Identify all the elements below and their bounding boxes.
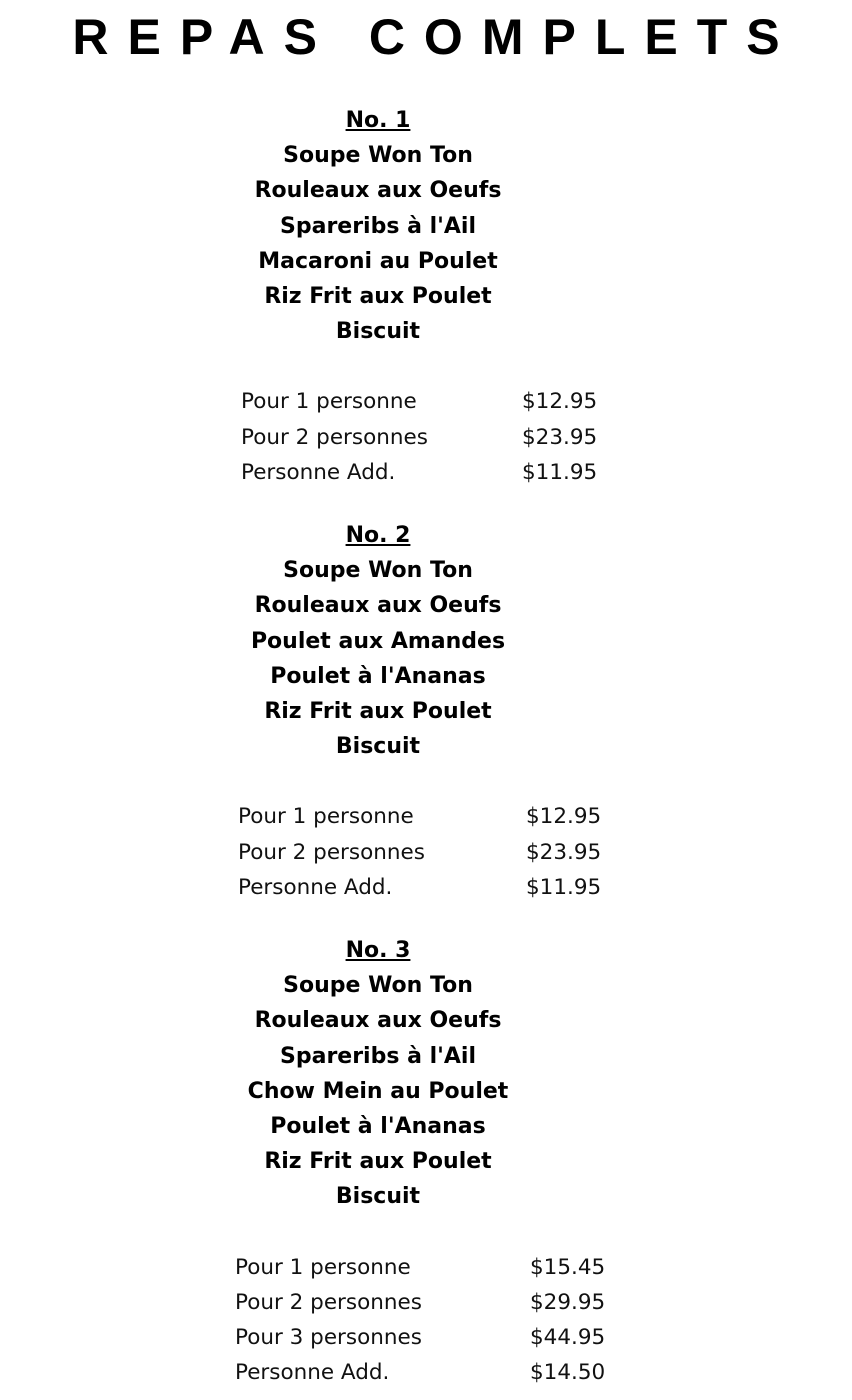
price-row [0, 1320, 852, 1355]
price-value: $29.95 [530, 1289, 606, 1315]
meal-number: No. 2 [345, 523, 411, 548]
price-row [0, 1355, 852, 1390]
meal-item: Biscuit [335, 1184, 421, 1210]
meal-number: No. 1 [345, 108, 411, 133]
price-row [0, 1250, 852, 1285]
price-value: $15.45 [530, 1254, 606, 1280]
price-label: Pour 2 personnes [235, 1289, 422, 1315]
price-row [0, 455, 852, 490]
price-row [0, 384, 852, 419]
meal-item: Soupe Won Ton [283, 558, 473, 584]
meal-item: Rouleaux aux Oeufs [254, 178, 502, 204]
price-label: Pour 1 personne [238, 804, 414, 830]
price-label: Pour 1 personne [241, 389, 417, 415]
meal-item: Riz Frit aux Poulet [264, 699, 492, 725]
price-row [0, 1285, 852, 1320]
price-label: Pour 2 personnes [241, 424, 428, 450]
meal-item: Rouleaux aux Oeufs [254, 593, 502, 619]
price-label: Personne Add. [241, 459, 396, 485]
price-label: Pour 3 personnes [235, 1325, 422, 1350]
meal-item: Macaroni au Poulet [258, 248, 498, 274]
page-title: REPAS COMPLETS [72, 9, 799, 65]
meal-item: Spareribs à l'Ail [280, 1043, 476, 1069]
meal-number: No. 3 [345, 938, 411, 963]
meal-item: Chow Mein au Poulet [247, 1078, 509, 1104]
meal-item: Riz Frit aux Poulet [264, 1149, 492, 1175]
price-value: $11.95 [526, 874, 602, 900]
price-label: Pour 2 personnes [238, 839, 425, 865]
meal-section [0, 103, 852, 490]
price-row [0, 420, 852, 455]
meal-item: Soupe Won Ton [283, 973, 473, 999]
meal-items [0, 518, 756, 764]
price-value: $23.95 [526, 839, 602, 865]
price-value: $44.95 [530, 1325, 606, 1350]
meal-section [0, 933, 852, 1390]
price-list [0, 799, 852, 905]
price-value: $11.95 [522, 459, 598, 485]
price-list [0, 384, 852, 490]
price-label: Personne Add. [238, 874, 393, 900]
meal-items [0, 103, 756, 349]
meal-item: Biscuit [335, 319, 421, 345]
meal-section [0, 518, 852, 905]
meal-items [0, 933, 756, 1215]
price-label: Pour 1 personne [235, 1254, 411, 1280]
price-value: $12.95 [522, 389, 598, 415]
price-value: $14.50 [530, 1360, 606, 1386]
price-value: $12.95 [526, 804, 602, 830]
meal-item: Poulet à l'Ananas [270, 1114, 486, 1140]
meal-item: Poulet aux Amandes [250, 628, 506, 654]
meal-item: Biscuit [335, 734, 421, 760]
price-label: Personne Add. [235, 1360, 390, 1386]
price-row [0, 870, 852, 905]
meal-item: Riz Frit aux Poulet [264, 284, 492, 310]
meal-item: Poulet à l'Ananas [270, 663, 486, 689]
meal-item: Rouleaux aux Oeufs [254, 1008, 502, 1034]
price-list [0, 1250, 852, 1391]
meal-item: Soupe Won Ton [283, 143, 473, 169]
price-row [0, 835, 852, 870]
price-row [0, 799, 852, 834]
meal-item: Spareribs à l'Ail [280, 213, 476, 239]
price-value: $23.95 [522, 424, 598, 450]
